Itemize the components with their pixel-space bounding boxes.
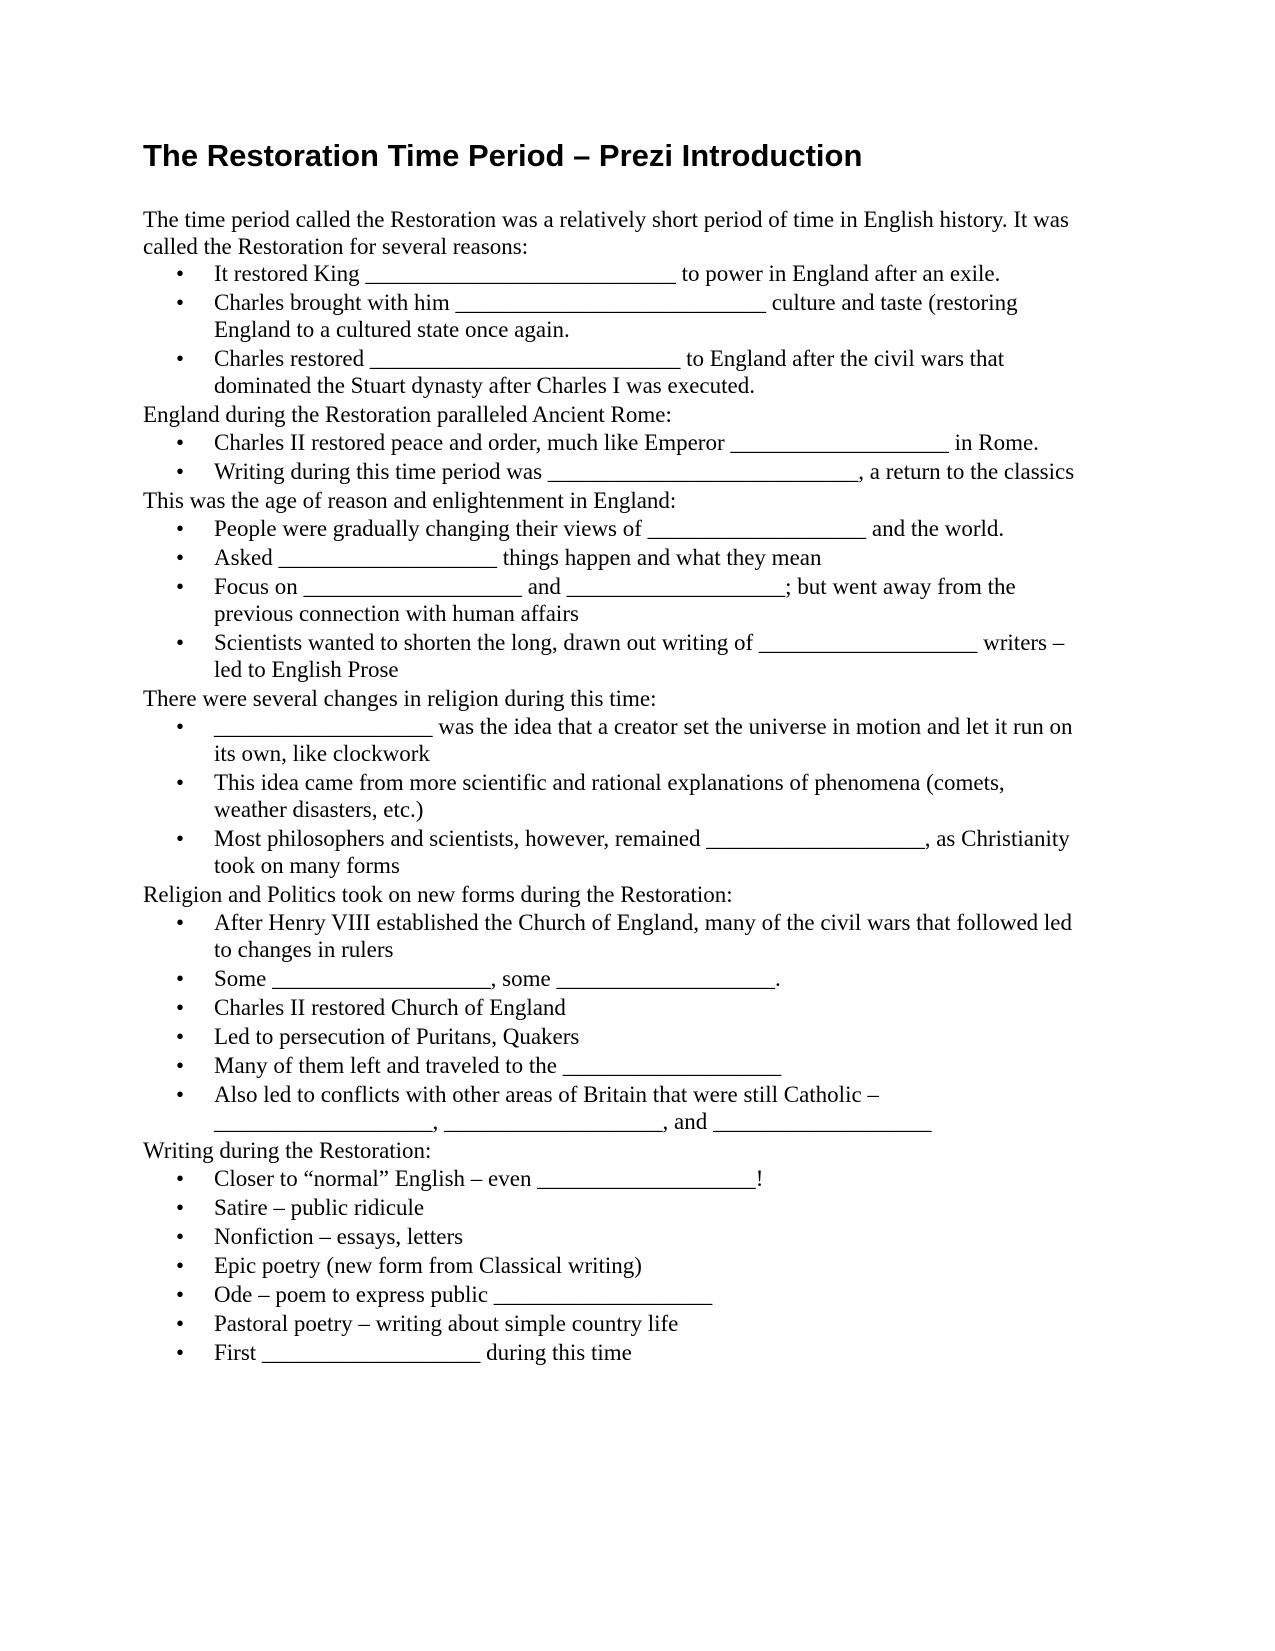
bullet-list xyxy=(143,260,1083,399)
list-item: • Many of them left and traveled to the ___________________ xyxy=(143,1052,1083,1079)
page-title: The Restoration Time Period – Prezi Introduction xyxy=(143,138,863,173)
list-item: • Satire – public ridicule xyxy=(143,1194,1083,1221)
list-item: • Epic poetry (new form from Classical writing) xyxy=(143,1252,1083,1279)
list-item: • First ___________________ during this time xyxy=(143,1339,1083,1366)
list-item: • Most philosophers and scientists, however, remained ___________________, as Christianity took on many forms xyxy=(143,825,1083,879)
bullet-list xyxy=(143,713,1083,879)
list-item: • This idea came from more scientific and rational explanations of phenomena (comets, weather disasters, etc.) xyxy=(143,769,1083,823)
list-item: • Nonfiction – essays, letters xyxy=(143,1223,1083,1250)
bullet-list xyxy=(143,909,1083,1135)
list-item: • Charles brought with him ___________________________ culture and taste (restoring England to a cultured state once again. xyxy=(143,289,1083,343)
list-item: • Closer to “normal” English – even ___________________! xyxy=(143,1165,1083,1192)
list-item: • Led to persecution of Puritans, Quakers xyxy=(143,1023,1083,1050)
list-item: • Focus on ___________________ and ___________________; but went away from the previous connection with human affairs xyxy=(143,573,1083,627)
list-item: • Asked ___________________ things happen and what they mean xyxy=(143,544,1083,571)
list-item: • Also led to conflicts with other areas of Britain that were still Catholic – ___________________, ___________________, and ___________________ xyxy=(143,1081,1083,1135)
list-item: • Writing during this time period was ___________________________, a return to the classics xyxy=(143,458,1083,485)
bullet-list xyxy=(143,515,1083,683)
list-item: • Charles restored ___________________________ to England after the civil wars that dominated the Stuart dynasty after Charles I was executed. xyxy=(143,345,1083,399)
list-item: • After Henry VIII established the Church of England, many of the civil wars that followed led to changes in rulers xyxy=(143,909,1083,963)
bullet-list xyxy=(143,1165,1083,1366)
list-item: • Pastoral poetry – writing about simple country life xyxy=(143,1310,1083,1337)
section-heading: Religion and Politics took on new forms during the Restoration: xyxy=(143,882,733,907)
list-item: • It restored King ___________________________ to power in England after an exile. xyxy=(143,260,1083,287)
list-item: • Scientists wanted to shorten the long, drawn out writing of ___________________ writers – led to English Prose xyxy=(143,629,1083,683)
list-item: • ___________________ was the idea that a creator set the universe in motion and let it run on its own, like clockwork xyxy=(143,713,1083,767)
list-item: • People were gradually changing their views of ___________________ and the world. xyxy=(143,515,1083,542)
section-heading: England during the Restoration paralleled Ancient Rome: xyxy=(143,402,672,427)
section-heading: Writing during the Restoration: xyxy=(143,1138,432,1163)
list-item: • Ode – poem to express public ___________________ xyxy=(143,1281,1083,1308)
worksheet-page xyxy=(143,138,1083,1368)
section-heading: This was the age of reason and enlightenment in England: xyxy=(143,488,677,513)
list-item: • Charles II restored Church of England xyxy=(143,994,1083,1021)
section-heading: There were several changes in religion during this time: xyxy=(143,686,657,711)
bullet-list xyxy=(143,429,1083,485)
list-item: • Charles II restored peace and order, much like Emperor ___________________ in Rome. xyxy=(143,429,1083,456)
intro-paragraph: The time period called the Restoration was a relatively short period of time in English history. It was called the Restoration for several reasons: xyxy=(143,207,1069,259)
list-item: • Some ___________________, some ___________________. xyxy=(143,965,1083,992)
